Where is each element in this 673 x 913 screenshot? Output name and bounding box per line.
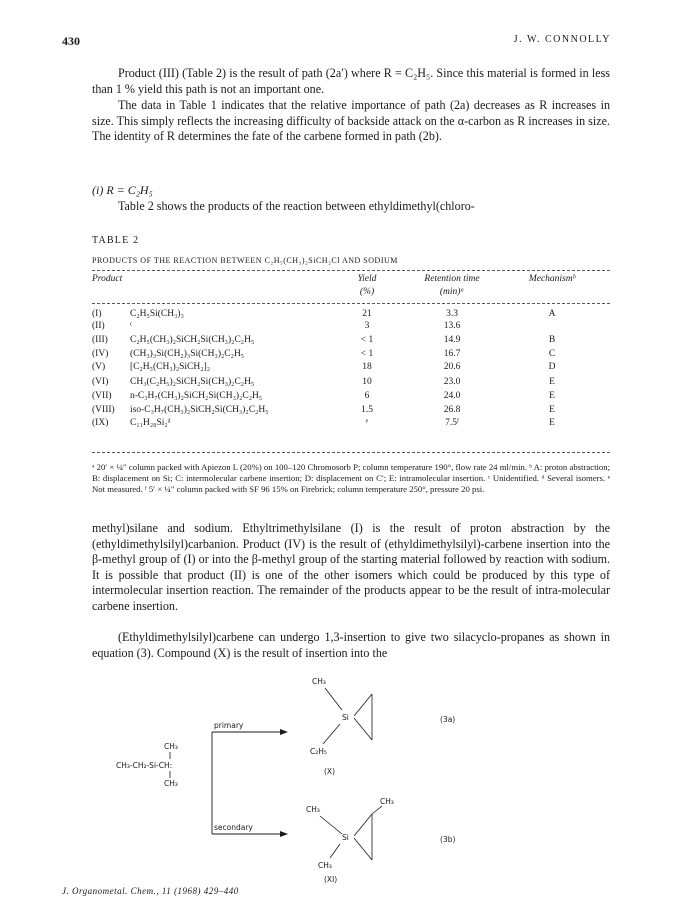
table-top-rule <box>92 270 610 271</box>
header-product: Product <box>92 274 123 284</box>
secondary-arrow-head <box>280 831 288 837</box>
header-mechanism: Mechanismᵇ <box>528 274 576 284</box>
table-header-rule <box>92 303 610 304</box>
product-x-bond-ethyl <box>323 724 340 744</box>
row-product: C₂H₅Si(CH₃)₃ <box>130 309 184 319</box>
row-id: (VI) <box>92 377 109 387</box>
table-row <box>92 309 610 320</box>
paragraph-3 <box>92 199 610 215</box>
row-mechanism: E <box>549 405 555 415</box>
row-yield: 3 <box>364 321 370 331</box>
author-header: J. W. CONNOLLY <box>513 34 611 45</box>
product-xi-methyl-bottom: CH₃ <box>318 861 332 870</box>
reactant-chain: CH₃-CH₂-Si-CH: <box>116 761 173 770</box>
paragraph-4 <box>92 521 610 615</box>
paragraph-5-text: (Ethyldimethylsilyl)carbene can undergo 1,3-insertion to give two silacyclo-propanes as shown in equation (3). Compound (X) is the result of insertion into the <box>92 630 610 660</box>
row-product: (CH₃)₃Si(CH₂)₃Si(CH₃)₂C₂H₅ <box>130 349 245 359</box>
product-x-silicon: Si <box>342 713 349 722</box>
row-retention: 13.6 <box>443 321 461 331</box>
header-retention: Retention time <box>424 274 480 284</box>
table-row <box>92 321 610 332</box>
branch-secondary-label: secondary <box>214 823 253 832</box>
equation-3b-label: (3b) <box>440 835 456 844</box>
row-retention: 7.5ᶠ <box>445 418 459 428</box>
paragraph-2 <box>92 98 610 145</box>
row-id: (V) <box>92 362 106 372</box>
product-x-ethyl: C₂H₅ <box>310 747 327 756</box>
row-id: (VIII) <box>92 405 115 415</box>
paragraph-5 <box>92 630 610 661</box>
row-yield: 21 <box>362 309 372 319</box>
row-mechanism: B <box>548 335 556 345</box>
row-yield: ᵉ <box>365 418 369 428</box>
row-id: (III) <box>92 335 108 345</box>
product-x-label: (X) <box>324 767 335 776</box>
reaction-scheme <box>110 674 580 884</box>
row-yield: 10 <box>362 377 372 387</box>
row-mechanism: D <box>548 362 556 372</box>
row-product: [C₂H₅(CH₃)₂SiCH₂]₂ <box>130 362 211 372</box>
row-retention: 26.8 <box>443 405 461 415</box>
row-yield: 18 <box>362 362 372 372</box>
row-yield: 6 <box>364 391 370 401</box>
paragraph-2-text: The data in Table 1 indicates that the relative importance of path (2a) decreases as R increases in size. This simply reflects the increasing difficulty of backside attack on the α-carbon as R increases in size. The identity of R determines the fate of the carbene formed in path (2b). <box>92 98 610 144</box>
row-id: (I) <box>92 309 102 319</box>
row-product: C₁₁H₂₈Si₂ᵈ <box>130 418 171 428</box>
header-yield: Yield <box>357 274 377 284</box>
journal-citation: J. Organometal. Chem., 11 (1968) 429–440 <box>62 886 239 896</box>
running-head <box>62 34 611 50</box>
row-product: C₂H₅(CH₃)₂SiCH₂Si(CH₃)₂C₂H₅ <box>130 335 255 345</box>
table-label: TABLE 2 <box>92 235 140 246</box>
table-row <box>92 418 610 429</box>
row-mechanism: E <box>549 391 555 401</box>
branch-primary-label: primary <box>214 721 244 730</box>
table-row <box>92 362 610 373</box>
primary-arrow-head <box>280 729 288 735</box>
row-id: (II) <box>92 321 105 331</box>
table-caption: PRODUCTS OF THE REACTION BETWEEN C₂H₅(CH₃)₂SiCH₂Cl AND SODIUM <box>92 256 398 265</box>
product-x-ring-bond-2 <box>354 718 372 740</box>
product-xi-label: (XI) <box>324 875 338 884</box>
product-x-methyl: CH₃ <box>312 677 326 686</box>
row-retention: 16.7 <box>443 349 461 359</box>
row-retention: 23.0 <box>443 377 461 387</box>
row-retention: 24.0 <box>443 391 461 401</box>
product-x-bond-methyl <box>325 688 342 710</box>
row-retention: 14.9 <box>443 335 461 345</box>
reactant-methyl-top: CH₃ <box>164 742 178 751</box>
reactant-methyl-bottom: CH₃ <box>164 779 178 788</box>
header-retention-unit: (min)ᵃ <box>439 287 465 297</box>
row-product: CH₃(C₂H₅)₂SiCH₂Si(CH₃)₂C₂H₅ <box>130 377 255 387</box>
table-bottom-rule <box>92 452 610 453</box>
row-product: n-C₃H₇(CH₃)₂SiCH₂Si(CH₃)₂C₂H₅ <box>130 391 263 401</box>
paragraph-3-text: Table 2 shows the products of the reaction between ethyldimethyl(chloro- <box>118 199 475 213</box>
row-id: (VII) <box>92 391 112 401</box>
row-id: (IX) <box>92 418 109 428</box>
product-xi-methyl-left: CH₃ <box>306 805 320 814</box>
table-row <box>92 391 610 402</box>
row-mechanism: E <box>549 377 555 387</box>
table-row <box>92 377 610 388</box>
product-xi-bond-left <box>320 816 342 834</box>
row-yield: 1.5 <box>361 405 373 415</box>
row-retention: 3.3 <box>446 309 458 319</box>
scheme-drawing <box>110 674 580 884</box>
table-footnotes: ᵃ 20′ × ¼″ column packed with Apiezon L (20%) on 100–120 Chromosorb P; column temperature 190°, flow rate 24 ml/min. ᵇ A: proton abstraction; B: displacement on Si; C: intermolecular carbene insertion; D: displacement on C′; E: intramolecular insertion. ᶜ Unidentified. ᵈ Several isomers. ᵉ Not measured. ᶠ 5′ × ¼″ column packed with SF 96 15% on Firebrick; column temperature 250°, pressure 20 psi. <box>92 462 610 494</box>
row-product: iso-C₃H₇(CH₃)₂SiCH₂Si(CH₃)₂C₂H₅ <box>130 405 269 415</box>
product-x-ring-bond-1 <box>354 694 372 716</box>
row-id: (IV) <box>92 349 109 359</box>
table-row <box>92 335 610 346</box>
product-xi-ring-bond-1 <box>354 814 372 836</box>
row-mechanism: C <box>548 349 556 359</box>
page-number: 430 <box>62 34 80 48</box>
case-heading: (i) R = C₂H₅ <box>92 183 153 197</box>
product-xi-ring-bond-2 <box>354 838 372 860</box>
row-yield: < 1 <box>360 349 374 359</box>
product-xi-bond-bottom <box>330 844 340 858</box>
paragraph-1 <box>92 66 610 97</box>
equation-3a-label: (3a) <box>440 715 456 724</box>
row-mechanism: A <box>548 309 556 319</box>
header-yield-unit: (%) <box>359 287 375 297</box>
table-row <box>92 349 610 360</box>
product-xi-silicon: Si <box>342 833 349 842</box>
row-product: ᶜ <box>130 321 133 331</box>
paragraph-4-text: methyl)silane and sodium. Ethyltrimethylsilane (I) is the result of proton abstraction by the (ethyldimethylsilyl)carbanion. Product (IV) is the result of (ethyldimethylsilyl)-carbene insertion into the β-methyl group of (I) or into the β-methyl group of the starting material followed by reaction with sodium. It is possible that product (II) is one of the other isomers which could be produced by this type of intermolecular insertion reaction. The remainder of the products appear to be the result of intra-molecular carbene insertion. <box>92 521 610 613</box>
row-yield: < 1 <box>360 335 374 345</box>
row-mechanism: E <box>549 418 555 428</box>
product-xi-methyl-right: CH₃ <box>380 797 394 806</box>
product-xi-bond-right <box>372 806 382 814</box>
row-retention: 20.6 <box>443 362 461 372</box>
paragraph-1-text: Product (III) (Table 2) is the result of path (2a′) where R = C₂H₅. Since this material is formed in less than 1 % yield this path is not an important one. <box>92 66 610 96</box>
table-row <box>92 405 610 416</box>
